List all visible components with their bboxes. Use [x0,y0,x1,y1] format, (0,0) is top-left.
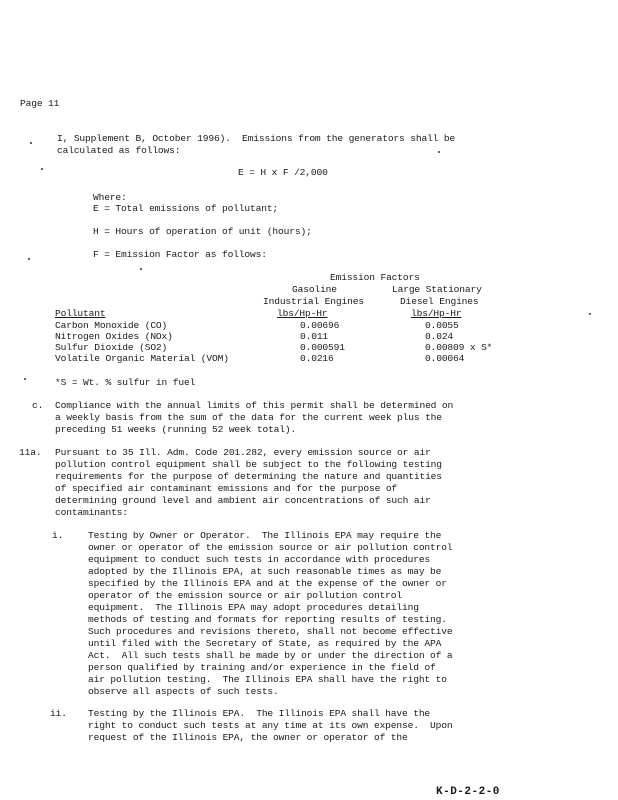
item-ii-label: ii. [50,708,67,719]
col2-header-units: lbs/Hp-Hr [411,308,462,319]
col1-header-line1: Gasoline [292,284,337,295]
scan-speck [30,142,32,144]
table-row-diesel: 0.0055 [425,320,459,331]
col1-header-units: lbs/Hp-Hr [277,308,328,319]
col1-header-line2: Industrial Engines [263,296,364,307]
item-c-text: Compliance with the annual limits of this permit shall be determined on a weekly basis from the sum of the data for the current week plus the preceding 51 weeks (running 52 week total). [55,400,454,435]
scan-speck [28,258,30,260]
intro-line-2: calculated as follows: [57,145,181,156]
table-group-header: Emission Factors [330,272,420,283]
definition-f: F = Emission Factor as follows: [93,249,267,260]
item-11a-label: 11a. [19,447,42,458]
table-row-pollutant: Carbon Monoxide (CO) [55,320,168,331]
table-footnote: *S = Wt. % sulfur in fuel [55,377,196,388]
table-row-diesel: 0.00809 x S* [425,342,493,353]
table-row-pollutant: Sulfur Dioxide (SO2) [55,342,168,353]
scan-speck [140,268,142,270]
table-row-diesel: 0.00064 [425,353,465,364]
table-row-gasoline: 0.00696 [300,320,340,331]
table-row-gasoline: 0.0216 [300,353,334,364]
formula: E = H x F /2,000 [238,167,328,178]
scan-speck [589,313,591,315]
table-row-gasoline: 0.000591 [300,342,345,353]
table-row-diesel: 0.024 [425,331,454,342]
table-row-pollutant: Nitrogen Oxides (NOx) [55,331,173,342]
bottom-stamp-mark: K-D-2-2-0 [436,786,500,798]
pollutant-header: Pollutant [55,308,106,319]
item-i-text: Testing by Owner or Operator. The Illinois EPA may require the owner or operator of the emission source or air pollution control equipment to conduct such tests in accordance with procedures adopted by the Illinois EPA, at such reasonable times as may be specified by the Illinois EPA and at the expense of the owner or operator of the emission source or air pollution control equipment. The Illinois EPA may adopt procedures detailing methods of testing and formats for reporting results of testing. Such procedures and revisions thereto, shall not become effective until filed with the Secretary of State, as required by the APA Act. All such tests shall be made by or under the direction of a person qualified by training and/or experience in the field of air pollution testing. The Illinois EPA shall have the right to observe all aspects of such tests. [88,530,453,697]
intro-line-1: I, Supplement B, October 1996). Emissions from the generators shall be [57,133,456,144]
scan-speck [24,378,26,380]
definition-e: E = Total emissions of pollutant; [93,203,279,214]
item-i-label: i. [52,530,64,541]
col2-header-line2: Diesel Engines [400,296,479,307]
item-c-label: c. [32,400,44,411]
table-row-pollutant: Volatile Organic Material (VOM) [55,353,229,364]
item-11a-text: Pursuant to 35 Ill. Adm. Code 201.282, every emission source or air pollution control equipment shall be subject to the following testing requirements for the purpose of determining the nature and quantities of specified air contaminant emissions and for the purpose of determining ground level and ambient air concentrations of such air contaminants: [55,447,442,518]
page-label: Page 11 [20,98,60,109]
item-ii-text: Testing by the Illinois EPA. The Illinois EPA shall have the right to conduct such tests at any time at its own expense. Upon request of the Illinois EPA, the owner or operator of the [88,708,453,743]
scan-speck [438,151,440,153]
table-row-gasoline: 0.011 [300,331,329,342]
definition-h: H = Hours of operation of unit (hours); [93,226,312,237]
where-label: Where: [93,192,127,203]
col2-header-line1: Large Stationary [392,284,482,295]
scan-speck [41,168,43,170]
